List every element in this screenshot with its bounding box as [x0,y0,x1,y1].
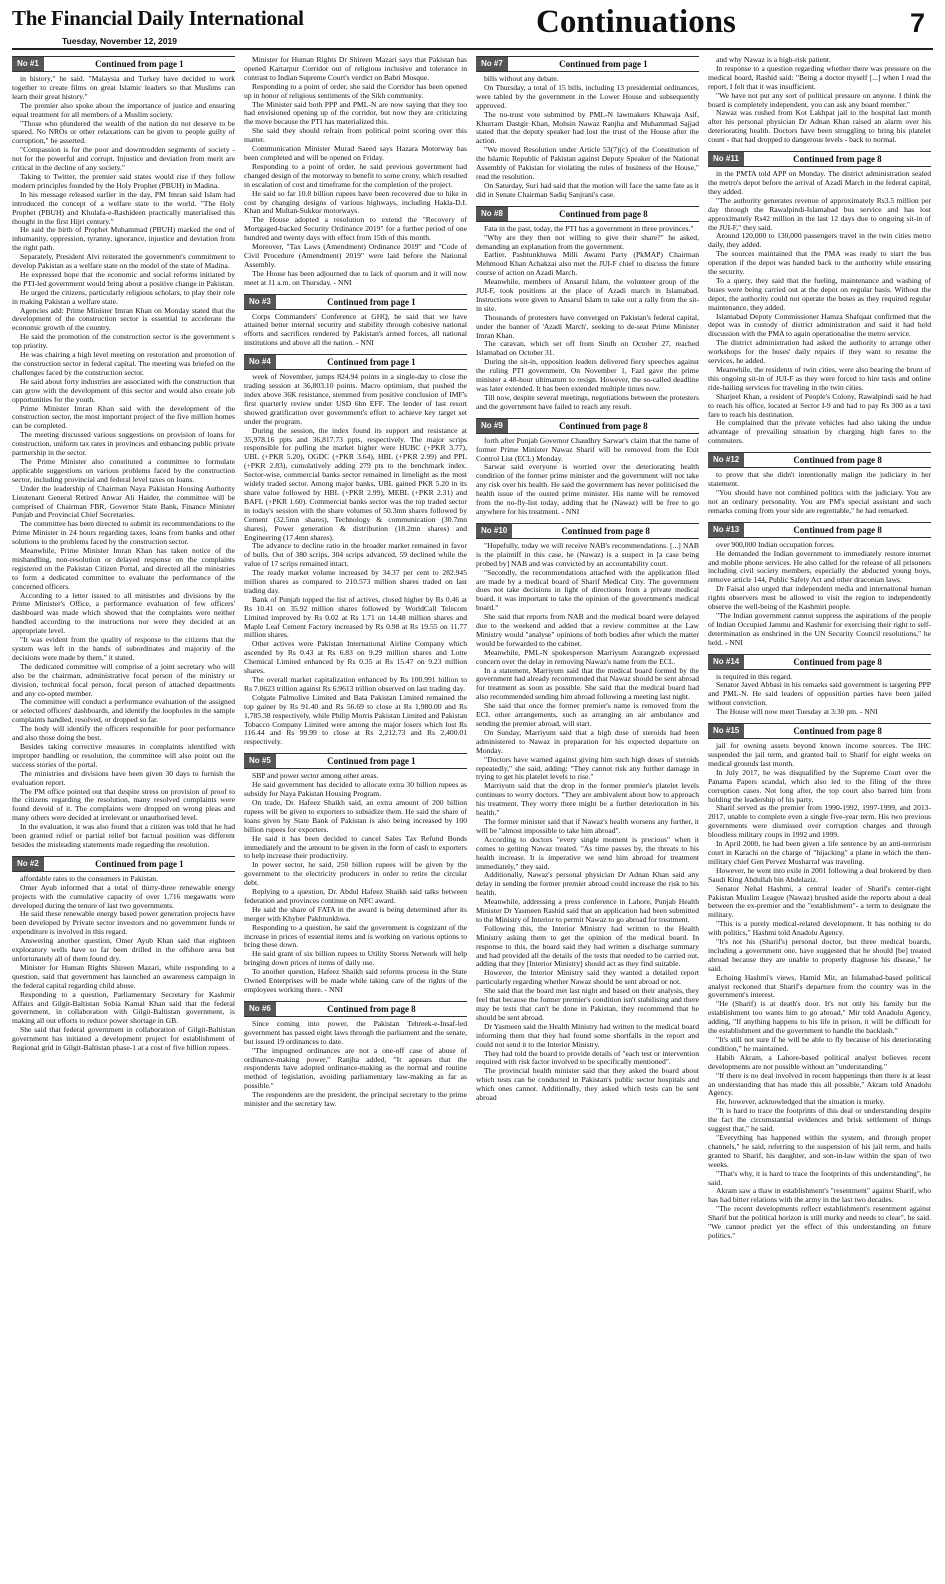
paragraph: Replying to a question, Dr. Abdul Hafeez Shaikh said talks between federation and provinces continue on NFC award. [244,887,467,905]
paragraph: He urged the citizens, particularly religious scholars, to play their role in making Pakistan a welfare state. [12,287,235,306]
article-body [476,225,699,412]
article-body [244,772,467,995]
paragraph: jail for owning assets beyond known income sources. The IHC suspended the jail term, and granted bail to Sharif for eight weeks on medical grounds last month. [708,741,931,768]
paragraph: The ministries and divisions have been given 30 days to furnish the evaluation report. [12,768,235,787]
continued-from: Continued from page 8 [793,154,882,165]
article-body [708,170,931,446]
continuation-header [708,723,931,739]
paragraph: Besides taking corrective measures in complaints identified with improper handling or resolution, the committee will also point out the success stories of the portal. [12,741,235,769]
paragraph: "The impugned ordinances are not a one-off case of abuse of ordinance-making power," Ranjha added, "It appears that the respondents have adopted ordinance-making as the normal and routine method of legislation, avoiding parliamentary law-making as far as possible." [244,1045,467,1091]
paragraph: Till now, despite several meetings, negotiations between the protesters and the government have failed to reach any result. [476,392,699,411]
paragraph: Meanwhile, addressing a press conference in Lahore, Punjab Health Minister Dr Yasmeen Rashid said that an application had been submitted to the Ministry of Interior to permit Nawaz to go abroad for treatment. [476,897,699,924]
paragraph: The committee has been directed to submit its recommendations to the Prime Minister in 24 hours regarding taxes, loans from banks and other solutions to the problems faced by the construction sector. [12,519,235,547]
paragraph: Meanwhile, the residents of twin cities, were also bearing the brunt of this ongoing sit-in of JUI-F as they were forced to hire taxis and online ride-hailing services for traveling in the twin cities. [708,365,931,392]
continuation-tag: No #12 [708,453,744,467]
paragraph: Under the leadership of Chairman Naya Pakistan Housing Authority Lieutenant General Retired Anwar Ali Haider, the committee will be comprised of Chairman FBR, Governor State Bank, Finance Minister Punjab and Provincial Chief Secretaries. [12,483,235,520]
paragraph: "The authority generates revenue of approximately Rs3.5 million per day through the Rawalpindi-Islamabad bus service and has lost approximately Rs42 million in the last 12 days due to ongoing sit-in of the JUI-F," they said. [708,195,931,232]
paragraph: He said the share of FATA in the award is being determined after its merger with Khyber Pakhtunkhwa. [244,904,467,923]
column-1 [12,56,235,1580]
paragraph: Dr Faisal also urged that independent media and international human rights observers must be allowed to visit the region to independently observe the well-being of the Kashmiri people. [708,584,931,612]
paragraph: According to a letter issued to all ministries and divisions by the Prime Minister's Office, a performance evaluation of few officers' dashboard was made which showed that the complaints were neither handled according to the instructions nor were they decided at an appropriate level. [12,590,235,636]
paragraph: in the PMTA told APP on Monday. The district administration sealed the metro's depot before the arrival of Azadi March in the federal capital, they added. [708,169,931,196]
paragraph: The premier also spoke about the importance of justice and ensuring equal treatment for all members of a Muslim society. [12,100,235,119]
paragraph: forth after Punjab Governor Chaudhry Sarwar's claim that the name of former Prime Minister Nawaz Sharif will be removed from the Exit Control List (ECL) Monday. [476,435,699,463]
paragraph: "That's why, it is hard to trace the footprints of this understanding", he said. [708,1168,931,1187]
paragraph: She said that the board met last night and based on their analysis, they feel that because the former premier's condition isn't stabilising and there may be tests that can't be done in Pakistan, they recommend that he should be sent abroad. [476,986,699,1022]
paragraph: On Sunday, Marriyum said that a high dose of steroids had been administered to Nawaz in preparation for his expected departure on Monday. [476,727,699,755]
article [708,151,931,446]
paragraph: The overall market capitalization enhanced by Rs 100.991 billion to Rs 7.0623 trillion against Rs 6.9613 trillion observed on last trading day. [244,675,467,693]
paragraph: Other actives were Pakistan International Airline Company which ascended by Rs 0.43 at Rs 6.83 on 9.29 million shares and Lotte Chemical Limited enhanced by Rs 0.35 at Rs 15.47 on 9.23 million shares. [244,639,467,676]
paragraph: Senator Nehal Hashmi, a central leader of Sharif's center-right Pakistan Muslim League (Nawaz) brushed aside the reports about a deal between the ex-premier and the "establishment"- a term to designate the military. [708,883,931,920]
continuation-tag: No #15 [708,724,744,738]
continuation-tag: No #14 [708,655,744,669]
paragraph: The advance to decline ratio in the broader market remained in favor of bulls. Out of 380 scrips, 304 scrips advanced, 59 declined while the value of 17 scrips remained intact. [244,541,467,569]
paragraph: Akram saw a thaw in establishment's "resentment" against Sharif, who has had bitter relations with the army in the last two decades. [708,1186,931,1205]
article [708,452,931,516]
paragraph: He demanded the Indian government to immediately restore internet and mobile phone services. He also called for the release of all prisoners including civil society members, especially the abducted young boys, remove article 144, Public Safety Act and other draconian laws. [708,548,931,585]
paragraph: During the session, the index found its support and resistance at 35,978.16 ppts and 36,817.73 ppts, respectively. The major scrips responsible for pulling the market higher were HUBC (+PKR 3.77), UBL (+PKR 5.20), OGDC (+PKR 3.64), HBL (+PKR 2.99) and PPL (+PKR 2.83), cumulatively adding 279 pts to the benchmark index. Sector-wise, commercial banks sector remained in limelight as the most widely traded sector. Among major banks, UBL gained PKR 5.20 in its share value followed by HBL (+PKR 2.99), MEBL (+PKR 2.31) and BAFL (+PKR 1.60). Commercial banks sector was the top traded sector in today's session with the share volumes of 50.3mn shares followed by Cement (32.5mn shares), Technology & communication (30.7mn shares), Power generation & distribution (18.2mn shares) and Engineering (17.4mn shares). [244,425,467,542]
paragraph: In response to a question regarding whether there was pressure on the medical board, Rashid said: "Being a doctor myself [...] when I read the report, I felt that it was insufficient. [708,63,931,91]
paragraph: Colgate Palmolive Limited and Bata Pakistan Limited remained the top gainer by Rs 91.40 and Rs 56.69 to close at Rs 1,980.00 and Rs 1,785.38 respectively, while Philip Morris Pakistan Limited and Pakistan Tobacco Company Limited were among the major losers which lost Rs 116.44 and Rs 99.99 to close at Rs 2,212.73 and Rs 2,400.01 respectively. [244,692,467,747]
continuation-tag: No #5 [244,754,276,768]
article-body [476,75,699,200]
paragraph: The dedicated committee will comprise of a joint secretary who will also be the chairman, administrative focal person of the ministry or division, technical focal person, focal person of attached departments and any co-opted member. [12,661,235,698]
continuation-header [244,354,467,370]
page-number: 7 [909,8,925,38]
paragraph: over 900,000 Indian occupation forces. [716,539,835,549]
paragraph: Additionally, Nawaz's personal physician Dr Adnan Khan said any delay in sending the former premier abroad could increase the risk to his health. [476,870,699,898]
paragraph: "It is hard to trace the footprints of this deal or understanding despite the fact the circumstantial evidences and brisk settlement of things suggest that," he said. [708,1106,931,1134]
continuation-header [244,294,467,310]
paragraph: "We have not put any sort of political pressure on anyone. I think the board is completely independent, you can ask any board member." [708,90,931,109]
paragraph: Separately, President Alvi reiterated the government's commitment to develop Pakistan as a welfare state on the model of the state of Madina. [12,252,235,271]
paragraph: He complained that the private vehicles had also taking the undue advantage of prevailing situation by charging high fares to the commuters. [708,418,931,446]
paragraph: The sources maintained that the PMA was ready to start the bus operation if the depot was handed back to the authority while ensuring the security. [708,249,931,277]
continuation-tag: No #13 [708,523,744,537]
article [476,206,699,412]
continuation-header [708,522,931,538]
paragraph: According to doctors "every single moment is precious" when it comes to getting Nawaz treated. "As time passes by, the threats to his health increase. It is imperative we send him abroad for treatment immediately," they said. [476,834,699,871]
paragraph: Answering another question, Omer Ayub Khan said that eighteen exploratory wells have so far been drilled in the offshore area but unfortunately all of them found dry. [12,936,235,963]
continuation-header [476,418,699,434]
paragraph: She said they should refrain from political point scoring over this matter. [244,126,467,145]
paragraph: The respondents are the president, the principal secretary to the prime minister and the secretary law. [244,1090,467,1109]
paragraph: The PM office pointed out that despite stress on provision of proof to the citizens regarding the resolution, many resolved complaints were found devoid of it. The complaints were dropped on wrong pleas and many others were decided at irrelevant or unauthorised level. [12,786,235,823]
paragraph: The provincial health minister said that they asked the board about which tests can be conducted in Pakistan's public sector hospitals and which ones cannot. Additionally, they asked which tests can be sent abroad [476,1066,699,1103]
paragraph: Responding to a question, he said the government is cognizant of the increase in prices of essential items and is working on various options to bring these down. [244,922,467,950]
paragraph: In his message released earlier in the day, PM Imran said Islam had introduced the concept of a welfare state to the world. "The Holy Prophet (PBUH) and Khulafa-e-Rashideen practically materialised this thought in the first Hijri century." [12,189,235,226]
paragraph: and why Nawaz is a high-risk patient. [716,56,831,64]
paragraph: "It was evident from the quality of response to the citizens that the system was left in the hands of subordinates and majority of the decisions were made by them," it stated. [12,635,235,662]
continuation-tag: No #7 [476,57,508,71]
paragraph: In the evaluation, it was also found that a citizen was told that he had been granted relief or partial relief but factual position was different besides the misleading statements made regarding the resolution. [12,822,235,849]
continued-from: Continued from page 8 [793,726,882,737]
paragraph: However, he went into exile in 2001 following a deal brokered by then Saudi King Abdullah bin Abdelaziz. [708,865,931,884]
paragraph: Responding to a question, Parliamentary Secretary for Kashmir Affairs and Gilgit-Baltistan Sobia Kamal Khan said that the federal government, in collaboration with Gilgit-Baltistan government, is making all out efforts to reduce power shortage in GB. [12,989,235,1026]
article-body [708,56,931,145]
paragraph: The caravan, which set off from Sindh on October 27, reached Islamabad on October 31. [476,339,699,358]
paragraph: Around 120,000 to 130,000 passengers travel in the twin cities metro daily, they added. [708,231,931,250]
paragraph: Taking to Twitter, the premier said states would rise if they follow modern principles founded by the Holy Prophet (PBUH) in Madina. [12,171,235,190]
continued-from: Continued from page 1 [327,296,416,307]
paragraph: "Secondly, the recommendations attached with the application filed are made by a medical board of Sharif Medical City. The government does not take decisions in light of directions from a private medical board, it was important to take the opinion of the government's medical board." [476,567,699,613]
paragraph: "The Indian government cannot suppress the aspirations of the people of Indian Occupied Jammu and Kashmir for exercising their right to self-determination as enshrined in the UN Security Council resolutions," he held. - NNI [708,610,931,647]
continued-from: Continued from page 1 [95,59,184,69]
article [244,56,467,288]
article-body [708,673,931,718]
continuation-tag: No #8 [476,207,508,221]
paragraph: "It's not his (Sharif's) personal doctor, but three medical boards, including a government one, have suggested that he should [be] treated abroad because they are unable to properly diagnose his disease," he said. [708,937,931,973]
paragraph: In power sector, he said, 250 billion rupees will be given by the government to the electricity producers in order to retire the circular debt. [244,860,467,888]
article-body [708,471,931,516]
article [476,523,699,1103]
continuation-tag: No #4 [244,355,276,369]
paragraph: Islamabad Deputy Commissioner Hamza Shafqaat confirmed that the depot was in custody of district administration and said it had held discussion with the PMA to again operationalise the metro service. [708,311,931,339]
column-2 [244,56,467,1580]
paragraph: "Why are they then not willing to give their share?" he asked, demanding an explanation from the government. [476,232,699,251]
article [708,522,931,648]
paragraph: He said these renewable energy based power generation projects have been developed by Private sector investors and no government funds or expenditure is involved in this regard. [12,909,235,937]
paragraph: "Compassion is for the poor and downtrodden segments of society - not for the powerful and corrupt. Injustice and deviation from merit are critical in the decline of any society." [12,145,235,173]
paragraph: "Hopefully, today we will receive NAB's recommendations. [...] NAB is the plaintiff in this case, he (Nawaz) is a suspect in [a case being probed by] NAB and was convicted by an accountability court. [476,540,699,568]
paragraph: is required in this regard. [716,671,793,681]
paragraph: affordable rates to the consumers in Pakistan. [20,873,158,883]
paragraph: "It's still not sure if he will be able to fly because of his deteriorating condition," he maintained. [708,1035,931,1053]
paragraph: He expressed hope that the economic and social reforms initiated by the PTI-led government would bring about a positive change in Pakistan. [12,269,235,288]
article-body [708,742,931,1241]
paragraph: Echoing Hashmi's views, Hamid Mir, an Islamabad-based political analyst reckoned that Sharif's departure from the country was in the government's interest. [708,972,931,1000]
paragraph: He said government has decided to allocate extra 30 billion rupees as subsidy for Naya Pakistan Housing Program. [244,780,467,799]
paragraph: The House has been adjourned due to lack of quorum and it will now meet at 11 a.m. on Thursday. - NNI [244,268,467,287]
paragraph: Minister for Human Rights Dr Shireen Mazari says that Pakistan has opened Kartarpur Corridor out of religious inclusive and tolerance in contrast to Indian Supreme Court's verdict on Babri Mosque. [244,56,467,82]
paragraph: On trade, Dr. Hafeez Shaikh said, an extra amount of 200 billion rupees will be given to exporters to subsidize them. He said the share of loans given by State Bank of Pakistan is also being increased by 100 billion rupees for exporters. [244,797,467,834]
continued-from: Continued from page 1 [95,858,184,869]
article-body [12,875,235,1053]
paragraph: "The recent developments reflect establishment's resentment against Sharif but the political horizon is still murky and needs to clear", he said. "We cannot predict yet the effect of this understanding on future politics." [708,1204,931,1240]
paragraph: "You should have not combined politics with the judiciary. You are not an ordinary personality. You are PM's special assistant and such remarks coming from your side are regrettable," he had remarked. [708,487,931,515]
continuation-header [244,753,467,769]
article [708,654,931,718]
continuation-header [12,856,235,872]
paragraph: "Everything has happened within the system, and through proper channels," he said, referring to the suspension of his jail term, and bails granted to Sharif, his daughter, and son-in-law within the span of two weeks. [708,1132,931,1169]
paragraph: Marriyum said that the drop in the former premier's platelet levels continues to worry doctors. "They are ambivalent about how to approach his treatment. They worry there might be a further deterioration in his health." [476,781,699,818]
continuation-header [476,56,699,72]
article [12,856,235,1053]
article [244,354,467,747]
continuation-tag: No #1 [12,57,44,71]
paragraph: Since coming into power, the Pakistan Tehreek-e-Insaf-led government has passed eight laws through the parliament and the senate, but issued 19 ordinances to date. [244,1018,467,1046]
article [244,753,467,995]
article [708,723,931,1241]
masthead [12,4,933,48]
paragraph: Corps Commanders' Conference at GHQ, he said that we have attained better internal security and stability through cohesive national efforts and sacrifices rendered by Pakistan's armed forces, all national institutions and above all the nation. - NNI [244,311,467,348]
masthead-rule [12,48,933,50]
continued-from: Continued from page 1 [327,357,416,368]
continuation-header [12,56,235,72]
paragraph: Habib Akram, a Lahore-based political analyst believes recent developments are not possible without an "understanding." [708,1052,931,1071]
paragraph: He said it has been decided to cancel Sales Tax Refund Bonds immediately and the amount to be given in the form of cash to exporters to help increase their productivity. [244,833,467,861]
continued-from: Continued from page 8 [327,1003,416,1014]
continued-from: Continued from page 8 [559,208,648,219]
continuation-tag: No #11 [708,152,744,166]
continuation-header [708,654,931,670]
paragraph: Omer Ayub informed that a total of thirty-three renewable energy projects with the cumulative capacity of over 1,716 megawatts were developed during the tenure of last two governments. [12,882,235,910]
paragraph: The body will identify the officers responsible for poor performance and also those doing the best. [12,724,235,743]
section-title: Continuations [536,4,736,40]
continuation-tag: No #10 [476,524,512,538]
continuation-tag: No #9 [476,419,508,433]
paragraph: The Prime Minister also constituted a committee to formulate applicable suggestions on various problems faced by the construction sector, including provincial and federal level taxes on loans. [12,456,235,484]
paragraph: She said that reports from NAB and the medical board were delayed due to the weekend and added that a review committee at the Law Ministry would "analyse" opinions of both bodies after which the matter would be forwarded to the cabinet. [476,612,699,648]
paragraph: Responding to a point of order, he said previous government had changed design of the motorway to benefit to some crony, which resulted in escalation of cost and timeframe for the completion of the project. [244,161,467,189]
continuation-tag: No #6 [244,1002,276,1016]
continuation-header [476,523,699,539]
paragraph: Meanwhile, Prime Minister Imran Khan has taken notice of the mishandling, non-resolution or delayed response on the complaints registered on the Pakistan Citizen Portal, and directed all the ministries to form a dedicated committee to evaluate the performance of the concerned officers. [12,546,235,591]
paragraph: The House will now meet Tuesday at 3:30 pm. - NNI [716,707,878,717]
article [476,56,699,200]
paragraph: In a statement, Marriyum said that the medical board formed by the government had already recommended that Nawaz should be sent abroad for treatment as soon as possible. She said that the medical board had also recommended sending him abroad following a meeting last night. [476,665,699,702]
paragraph: He said the promotion of the construction sector is the government s top priority. [12,332,235,351]
paragraph: He said about forty industries are associated with the construction that can grow with the development of this sector and would also create job opportunities for the youth. [12,376,235,404]
paragraph: Sharif served as the premier from 1990-1992, 1997-1999, and 2013-2017, unable to complete even a single five-year term. His two previous governments were dismissed over corruption charges and through bloodless military coups in 1992 and 1999. [708,803,931,840]
paragraph: However, the Interior Ministry said they wanted a detailed report particularly regarding whether Nawaz should be sent abroad or not. [476,968,699,987]
paragraph: Meanwhile, PML-N spokesperson Marriyum Aurangzeb expressed concern over the delay in removing Nawaz's name from the ECL. [476,647,699,666]
paragraph: The Minister said both PPP and PML-N are now saying that they too had envisioned opening up of the corridor, but now they are criticizing the move because the PTI has materialized this. [244,99,467,127]
continuation-header [708,452,931,468]
paragraph: To another question, Hafeez Shaikh said reforms process in the State Owned Enterprises will be made while taking care of the rights of the employees working there. - NNI [244,967,467,994]
article-body [708,541,931,648]
paragraph: Responding to a point of order, she said the Corridor has been opened up in honor of religious sentiments of the Sikh community. [244,81,467,100]
paragraph: bills without any debate. [484,74,559,83]
paragraph: Nawaz was rushed from Kot Lakhpat jail to the hospital last month after his personal physician Dr Adnan Khan raised an alarm over his deteriorating health. Doctors have been struggling to bring his platelet count - that had dropped to dangerous levels - back to normal. [708,108,931,145]
paragraph: Thousands of protesters have converged on Pakistan's federal capital, under the banner of 'Azadi March', seeking to de-seat Prime Minister Imran Khan. [476,312,699,340]
issue-date: Tuesday, November 12, 2019 [62,36,177,46]
paragraph: to prove that she didn't intentionally malign the judiciary in her statement. [708,470,931,489]
article [708,56,931,145]
paragraph: In April 2000, he had been given a life sentence by an anti-terrorism court in Karachi on the charge of "hijacking" a plane in which the then-military chief Gen Pervez Musharraf was traveling. [708,839,931,866]
paragraph: Bank of Punjab topped the list of actives, closed higher by Rs 0.46 at Rs 10.41 on 35.92 million shares followed by WorldCall Telecom Limited improved by Rs 0.02 at Rs 1.71 on 14.48 million shares and Maple Leaf Cement Factory increased by Rs 0.98 at Rs 19.55 on 11.77 million shares. [244,594,467,640]
paragraph: "Doctors have warned against giving him such high doses of steroids repeatedly," she said, adding: "They cannot risk any further damage in trying to get his platelet levels to rise." [476,754,699,782]
continuation-tag: No #3 [244,295,276,309]
paragraph: The former minister said that if Nawaz's health worsens any further, it will be "almost impossible to take him abroad". [476,816,699,835]
paragraph: "We moved Resolution under Article 53(7)(c) of the Constitution of the Islamic Republic of Pakistan against Deputy Speaker of the National Assembly of Pakistan for violating the rules of business of the House," read the resolution. [476,145,699,181]
paragraph: He was chairing a high level meeting on restoration and promotion of the construction sector in federal capital. The meeting was briefed on the challenges faced by the construction sector. [12,350,235,377]
paper-name: The Financial Daily International [12,6,304,30]
paragraph: Sarwar said everyone is worried over the deteriorating health condition of the former prime minister and the government will not take any risk over his health. He said the government has never politicised the health issue of the ousted prime minister. His name will be removed from the no-fly-list today, adding that he (Nawaz) will be free to go anywhere for his treatment. - NNI [476,462,699,516]
continued-from: Continued from page 8 [793,524,882,535]
paragraph: Earlier, Pashtunkhuwa Milli Awami Party (PkMAP) Chairman Mehmood Khan Achakzai also met the JUI-F chief to discuss the future course of action on Azadi March. [476,250,699,278]
article-body [244,56,467,288]
paragraph: The committee will conduct a performance evaluation of the assigned or selected officers' dashboards, and identify the loopholes in the sample complaints handled, resolved, or dropped so far. [12,697,235,725]
article-body [12,75,235,850]
paragraph: Fata in the past, today, the PTI has a government in three provinces." [484,223,694,233]
continued-from: Continued from page 8 [793,455,882,466]
paragraph: The district administration had asked the authority to arrange other workshops for the buses' daily repairs if they want to resume the services, he added. [708,338,931,366]
article-body [244,373,467,747]
paragraph: The House adopted a resolution to extend the "Recovery of Mortgaged-backed Security Ordinance 2019" for a further period of one hundred and twenty days with effect from 15th of this month. [244,215,467,243]
continued-from: Continued from page 1 [327,756,416,767]
paragraph: She said that once the former premier's name is removed from the ECL other arrangements, such as arranging an air ambulance and sending the premier abroad, will start. [476,701,699,728]
paragraph: In July 2017, he was disqualified by the Supreme Court over the Panama Papers scandal, which also led to the filing of the three corruption cases. Not long after, the top court also barred him from holding the leadership of his party. [708,767,931,804]
article [244,1001,467,1109]
paragraph: "If there is no deal involved in recent happenings then there is at least an understanding that has made this all possible," Akram told Anadolu Agency. [708,1070,931,1098]
paragraph: in history," he said. "Malaysia and Turkey have decided to work together to create films on great Islamic leaders so that Muslims can learn their great history." [12,74,235,101]
paragraph: "He (Sharif) is at death's door. It's not only his family but the establishment too wants him to go abroad," Mir told Anadolu Agency, adding, "If anything happens to his life in prison, it will be difficult for the establishment and the government to handle the backlash." [708,999,931,1036]
paragraph: "This is a purely medical-related development. It has nothing to do with politics," Hashmi told Anadolu Agency. [708,919,931,938]
article [244,294,467,349]
paragraph: They had told the board to provide details of "each test or intervention required with risk factor involved to be specifically mentioned". [476,1048,699,1067]
paragraph: Minister for Human Rights Shireen Mazari, while responding to a question, said that government has launched an awareness campaign in the federal capital regarding child abuse. [12,962,235,990]
paragraph: Following this, the Interior Ministry had written to the Health Ministry asking them to get the opinion of the medical board. In response to this, the board said they had written a discharge summary and had provided all the details of the tests that needed to be carried out, adding that they [Interior Ministry] should act as they find suitable. [476,923,699,969]
paragraph: The ready market volume increased by 34.37 per cent to 282.945 million shares as compared to 210.573 million shares traded on last trading day. [244,568,467,595]
article [12,56,235,850]
paragraph: Moreover, "Tax Laws (Amendment) Ordinance 2019" and "Code of Civil Procedure (Amendment) 2019" were laid before the National Assembly. [244,242,467,269]
continuation-header [244,1001,467,1017]
paragraph: SBP and power sector among other areas. [252,771,379,781]
paragraph: On Saturday, Suri had said that the motion will face the same fate as it did in Senate Chairman Sadiq Sanjrani's case. [476,180,699,199]
paragraph: On Thursday, a total of 15 bills, including 13 presidential ordinances, were tabled by the government in the Lower House and subsequently approved. [476,82,699,110]
paragraph: He said the birth of Prophet Muhammad (PBUH) marked the end of inhumanity, oppression, tyranny, ignorance, injustice and deviation from the right path. [12,225,235,253]
paragraph: The no-trust vote submitted by PML-N lawmakers Khawaja Asif, Khurram Dastgir Khan, Mohsin Nawaz Ranjha and Muhammad Sajjad stated that the deputy speaker had lost the trust of the House after the action. [476,109,699,146]
paragraph: During the sit-in, opposition leaders delivered fiery speeches against the ruling PTI government. On November 1, Fazl gave the prime minister a 48-hour ultimatum to resign. However, the so-called deadline was later extended. It has been extended multiple times now. [476,357,699,393]
paragraph: He said so far 10.8 billion rupees have been recovered due to hike in cost by changing designs of various highways, including Hakla-D.I. Khan and Multan-Sukkur motorways. [244,188,467,216]
paragraph: week of November, jumps 824.94 points in a single-day to close the trading session at 36,803.10 points. Macro optimism, that pushed the index above 36K resistance, stemmed from positive conclusion of IMF's first quarterly review under USD 6bn EFF. The lender of last resort showed gratification over government's effort to achieve key target set under the program. [244,372,467,426]
paragraph: She said that federal government in collaboration of Gilgit-Baltistan government has initiated a development project for establishment of Regional grid in Gilgit-Baltistan phase-1 at a cost of five billion rupees. [12,1025,235,1053]
article-body [476,542,699,1103]
paragraph: He, however, acknowledged that the situation is murky. [716,1097,885,1107]
paragraph: Dr Yasmeen said the Health Ministry had written to the medical board informing them that they had found some shortfalls in the report and could not send it to the Interior Ministry. [476,1021,699,1049]
continued-from: Continued from page 8 [561,525,650,536]
paragraph: Sharjeel Khan, a resident of People's Colony, Rawalpindi said he had to reach his office, located at Sector I-9 and had to pay Rs 300 as a taxi fare to reach his destination. [708,391,931,419]
article-body [244,1020,467,1109]
continuation-tag: No #2 [12,857,44,871]
paragraph: "Those who plundered the wealth of the nation do not deserve to be spared. No NROs or other relaxations can be given to people guilty of corruption," he asserted. [12,118,235,146]
article [476,418,699,517]
paragraph: Prime Minister Imran Khan said with the development of the construction sector, the most important project of the five million homes can be completed. [12,403,235,431]
article-body [476,437,699,517]
paragraph: The meeting discussed various suggestions on provision of loans for construction, uniform tax rates in provinces and enhancing public private partnership in the sector. [12,430,235,458]
continuation-header [476,206,699,222]
paragraph: To a query, they said that the fueling, maintenance and washing of buses were being carried out at the depot on regular basis. Without the depot, the authority could not operate the buses as they required regular maintenance, they added. [708,275,931,312]
column-4 [708,56,931,1580]
paragraph: Meanwhile, members of Ansarul Islam, the volunteer group of the JUI-F, took positions at the place of Azadi march in Islamabad. Instructions were given to Ansarul Islam to take out a rally from the sit-in site. [476,277,699,313]
article-body [244,313,467,349]
column-3 [476,56,699,1580]
paragraph: Agencies add: Prime Minister Imran Khan on Monday stated that the development of the construction sector is essential to accelerate the economic growth of the country. [12,305,235,333]
paragraph: He said grant of six billion rupees to Utility Stores Network will help bringing down prices of items of daily use. [244,949,467,968]
continuation-header [708,151,931,167]
continued-from: Continued from page 1 [559,59,648,69]
paragraph: Communication Minister Murad Saeed says Hazara Motorway has been completed and will be opened on Friday. [244,144,467,162]
continued-from: Continued from page 8 [559,420,648,431]
continued-from: Continued from page 8 [793,656,882,667]
article-columns [12,56,933,1580]
paragraph: Senator Javed Abbasi in his remarks said government is targeting PPP and PML-N. He said leaders of opposition parties have been jailed without conviction. [708,680,931,708]
